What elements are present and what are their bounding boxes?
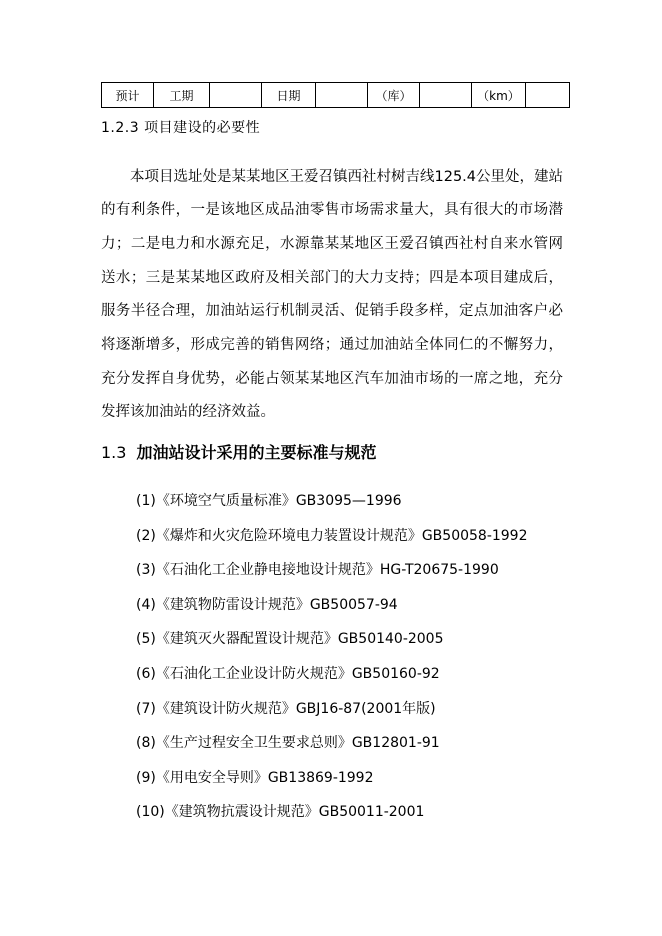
table-cell <box>420 83 472 108</box>
list-item: (1)《环境空气质量标准》GB3095—1996 <box>136 493 402 509</box>
section-number: 1.3 <box>101 443 127 462</box>
standards-list <box>136 484 528 830</box>
parameter-table <box>101 82 570 108</box>
list-item: (4)《建筑物防雷设计规范》GB50057-94 <box>136 596 398 613</box>
table-cell <box>210 83 262 108</box>
list-item: (10)《建筑物抗震设计规范》GB50011-2001 <box>136 804 425 821</box>
table-cell: 工期 <box>154 83 210 108</box>
subsection-heading: 1.2.3 项目建设的必要性 <box>101 120 261 136</box>
table-row <box>102 83 570 108</box>
list-item: (9)《用电安全导则》GB13869-1992 <box>136 769 374 786</box>
list-item: (8)《生产过程安全卫生要求总则》GB12801-91 <box>136 735 440 752</box>
section-heading <box>101 440 376 463</box>
list-item: (5)《建筑灭火器配置设计规范》GB50140-2005 <box>136 631 444 648</box>
table-cell <box>526 83 570 108</box>
table-cell: （km） <box>472 83 526 108</box>
table-cell <box>316 83 368 108</box>
list-item: (3)《石油化工企业静电接地设计规范》HG-T20675-1990 <box>136 562 499 579</box>
list-item: (2)《爆炸和火灾危险环境电力装置设计规范》GB50058-1992 <box>136 527 528 544</box>
section-title: 加油站设计采用的主要标准与规范 <box>136 443 377 462</box>
table-cell: （库） <box>368 83 420 108</box>
list-item: (6)《石油化工企业设计防火规范》GB50160-92 <box>136 665 440 682</box>
list-item: (7)《建筑设计防火规范》GBJ16-87(2001年版) <box>136 700 436 717</box>
table-cell: 日期 <box>262 83 316 108</box>
table-cell: 预计 <box>102 83 154 108</box>
necessity-paragraph: 本项目选址处是某某地区王爱召镇西社村树吉线125.4公里处，建站的有利条件，一是该地区成品油零售市场需求量大，具有很大的市场潜力；二是电力和水源充足，水源靠某某地区王爱召镇西社村自来水管网送水；三是某某地区政府及相关部门的大力支持；四是本项目建成后，服务半径合理，加油站运行机制灵活、促销手段多样，定点加油客户必将逐渐增多，形成完善的销售网络；通过加油站全体同仁的不懈努力，充分发挥自身优势，必能占领某某地区汽车加油市场的一席之地，充分发挥该加油站的经济效益。 <box>101 168 564 421</box>
